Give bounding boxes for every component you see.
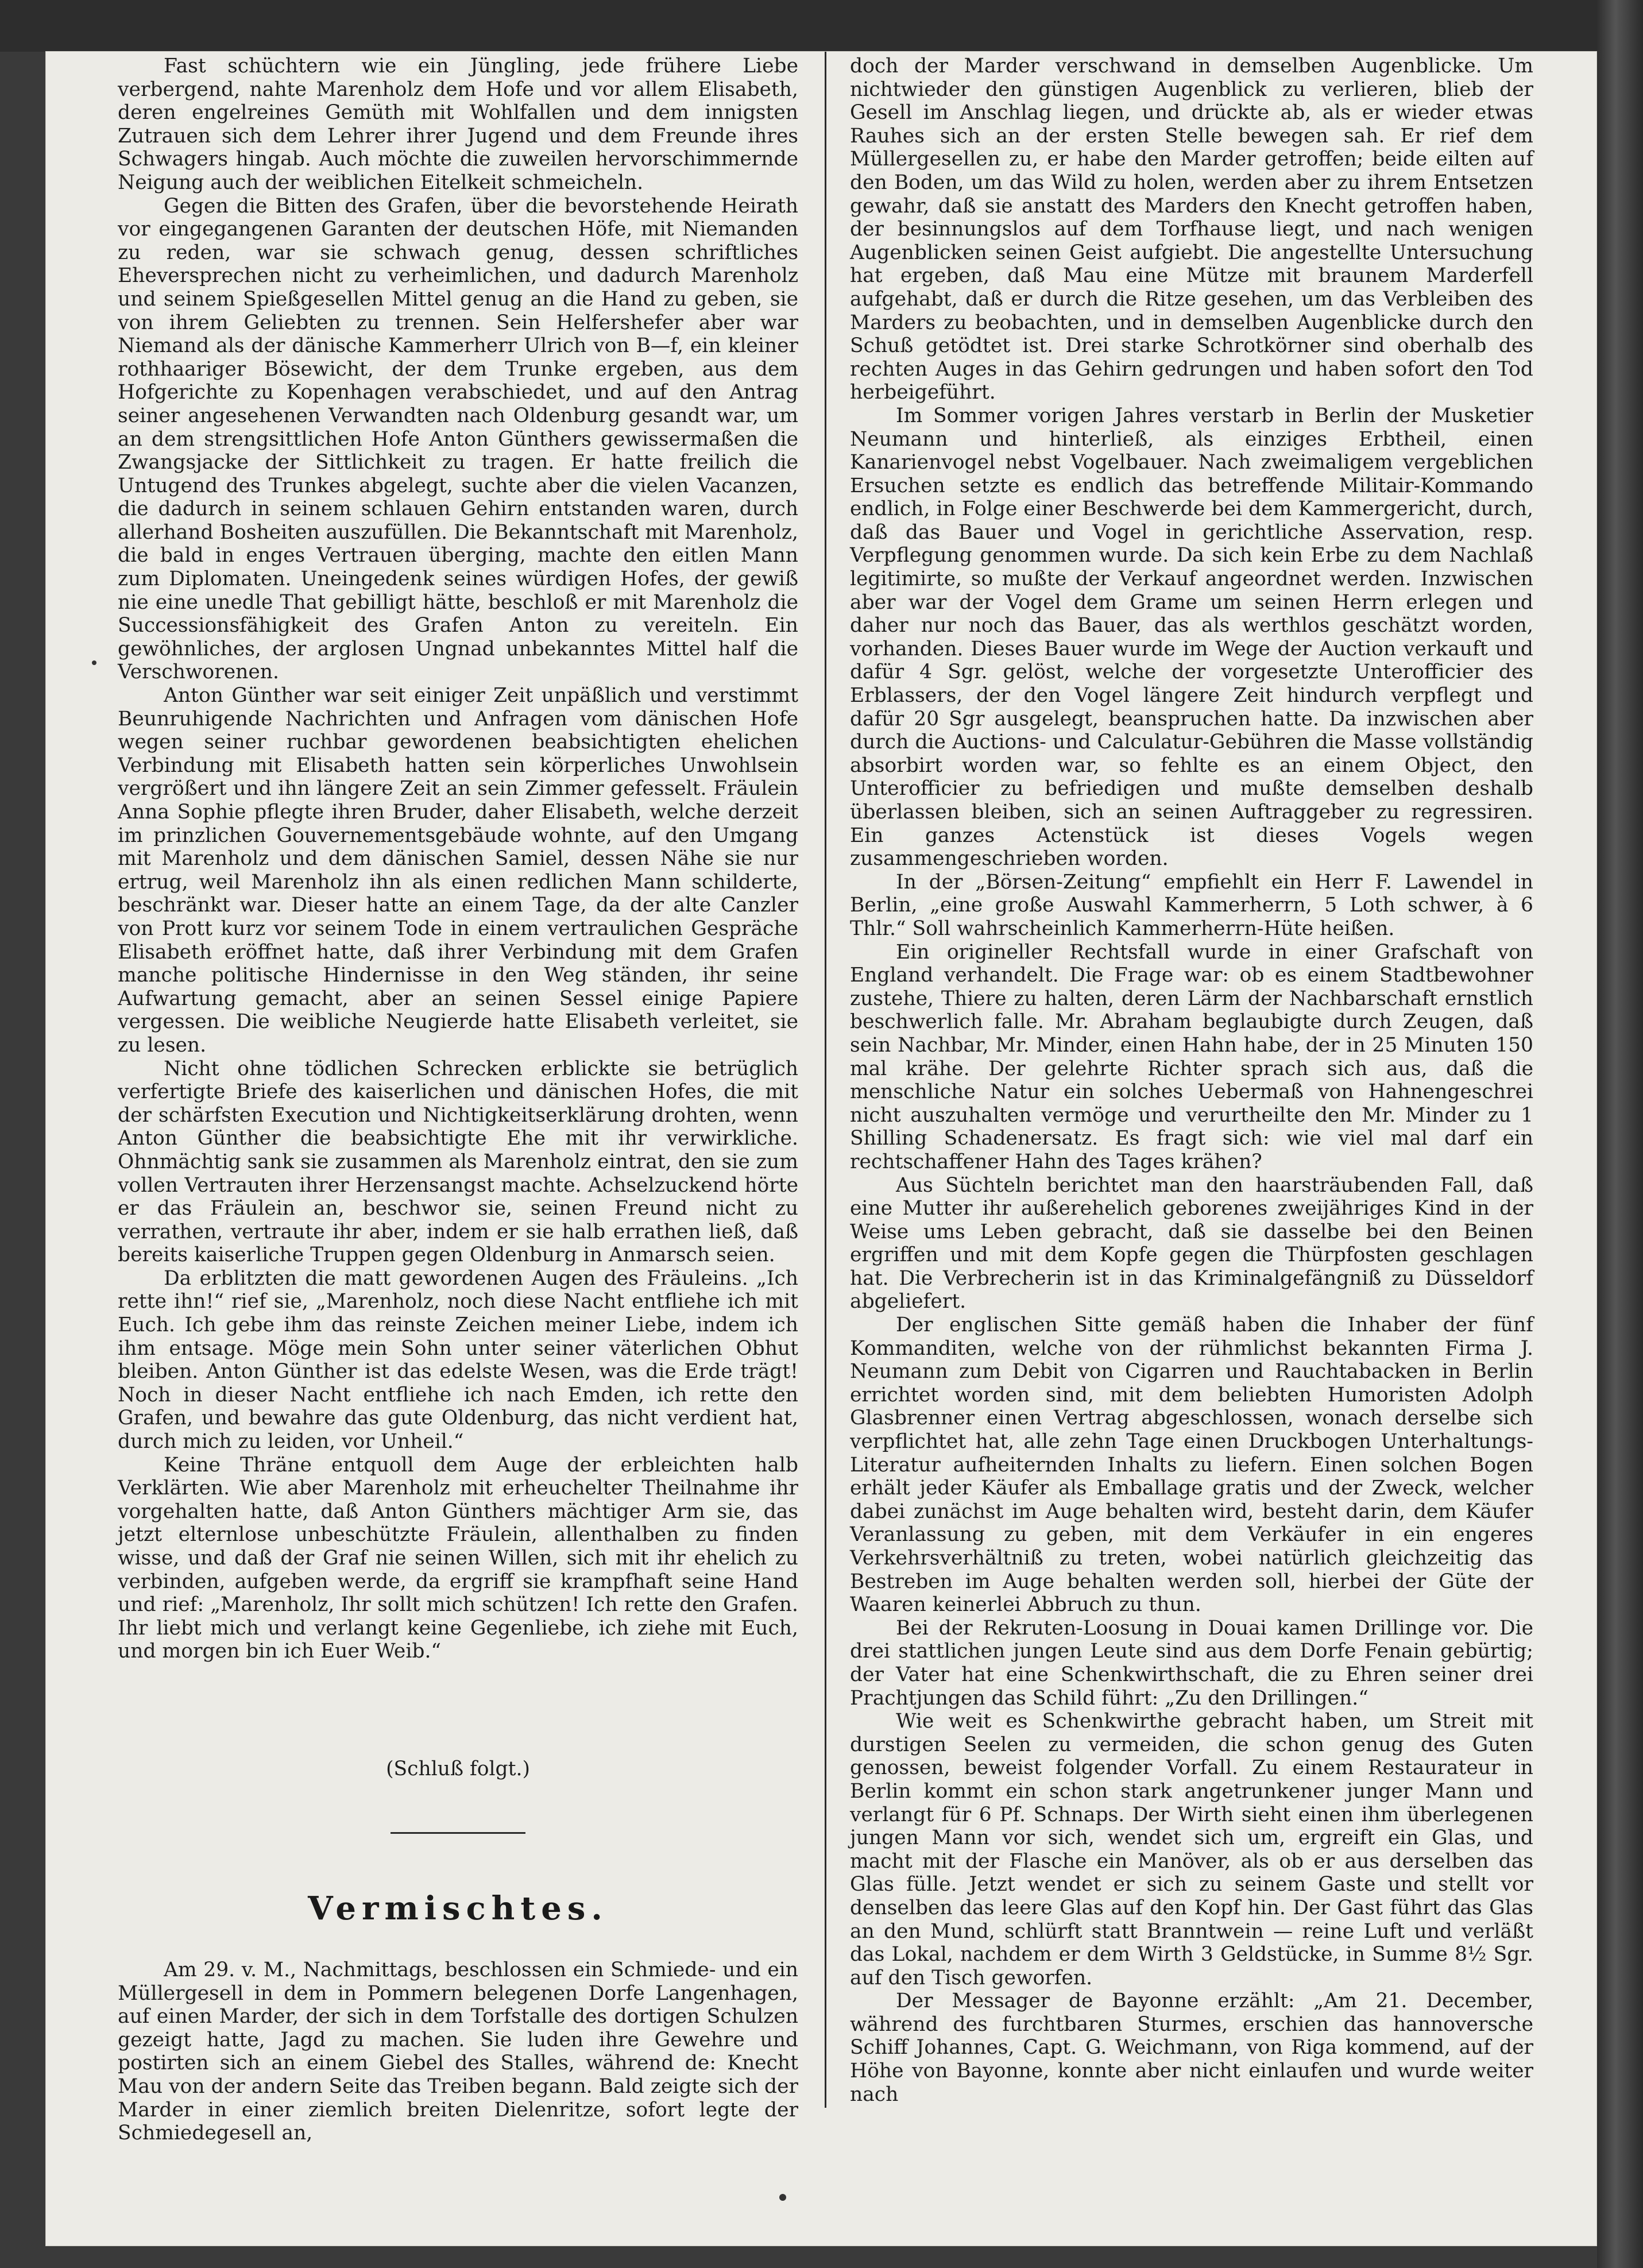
paragraph: Aus Süchteln berichtet man den haarsträubenden Fall, daß eine Mutter ihr außerehelich geborenes zweijähriges Kind in der Weise ums Leben gebracht, daß sie dasselbe bei den Beinen ergriffen und mit dem Kopfe gegen die Thürpfosten geschlagen hat. Die Verbrecherin ist in das Kriminalgefängniß zu Düsseldorf abgeliefert. xyxy=(850,1173,1533,1313)
paragraph: Der Messager de Bayonne erzählt: „Am 21. December, während des furchtbaren Sturmes, erschien das hannoversche Schiff Johannes, Capt. G. Weichmann, von Riga kommend, auf der Höhe von Bayonne, konnte aber nicht einlaufen und wurde weiter nach xyxy=(850,1989,1533,2106)
continued-note: (Schluß folgt.) xyxy=(386,1757,530,1780)
paragraph: In der „Börsen-Zeitung“ empfiehlt ein Herr F. Lawendel in Berlin, „eine große Auswahl Kammerherrn, 5 Loth schwer, à 6 Thlr.“ Soll wahrscheinlich Kammerherrn-Hüte heißen. xyxy=(850,870,1533,940)
section-heading: Vermischtes. xyxy=(308,1890,608,1927)
left-column-section xyxy=(118,1958,798,2145)
paragraph: Gegen die Bitten des Grafen, über die bevorstehende Heirath vor eingegangenen Garanten der deutschen Höfe, mit Niemanden zu reden, war sie schwach genug, dessen schriftliches Eheversprechen nicht zu verheimlichen, und dadurch Marenholz und seinem Spießgesellen Mittel genug an die Hand zu geben, sie von ihrem Geliebten zu trennen. Sein Helfershefer aber war Niemand als der dänische Kammerherr Ulrich von B—f, ein kleiner rothhaariger Bösewicht, der dem Trunke ergeben, aus dem Hofgerichte zu Kopenhagen verabschiedet, und auf den Antrag seiner angesehenen Verwandten nach Oldenburg gesandt war, um an dem strengsittlichen Hofe Anton Günthers gewissermaßen die Zwangsjacke der Sittlichkeit zu tragen. Er hatte freilich die Untugend des Trunkes abgelegt, suchte aber die vielen Vacanzen, die dadurch in seinem schlauen Gehirn entstanden waren, durch allerhand Bosheiten auszufüllen. Die Bekanntschaft mit Marenholz, die bald in enges Vertrauen überging, machte den eitlen Mann zum Diplomaten. Uneingedenk seines würdigen Hofes, der gewiß nie eine unedle That gebilligt hätte, beschloß er mit Marenholz die Successionsfähigkeit des Grafen Anton zu vereiteln. Ein gewöhnliches, der arglosen Ungnad unbekanntes Mittel half die Verschworenen. xyxy=(118,194,798,684)
paragraph: Nicht ohne tödlichen Schrecken erblickte sie betrüglich verfertigte Briefe des kaiserlichen und dänischen Hofes, die mit der schärfsten Execution und Nichtigkeitserklärung drohten, wenn Anton Günther die beabsichtigte Ehe mit ihr verwirkliche. Ohnmächtig sank sie zusammen als Marenholz eintrat, den sie zum vollen Vertrauten ihrer Herzensangst machte. Achselzuckend hörte er das Fräulein an, beschwor sie, seinen Freund nicht zu verrathen, vertraute ihr aber, indem er sie halb errathen ließ, daß bereits kaiserliche Truppen gegen Oldenburg in Anmarsch seien. xyxy=(118,1057,798,1267)
ink-dot xyxy=(779,2194,786,2201)
paragraph: Wie weit es Schenkwirthe gebracht haben, um Streit mit durstigen Seelen zu vermeiden, die schon genug des Guten genossen, beweist folgender Vorfall. Zu einem Restaurateur in Berlin kommt ein schon stark angetrunkener junger Mann und verlangt für 6 Pf. Schnaps. Der Wirth sieht einen ihm überlegenen jungen Mann vor sich, wendet sich um, ergreift ein Glas, und macht mit der Flasche ein Manöver, als ob er aus derselben das Glas fülle. Jetzt wendet er sich zu seinem Gaste und stellt vor denselben das leere Glas auf den Kopf hin. Der Gast führt das Glas an den Mund, schlürft statt Branntwein — reine Luft und verläßt das Lokal, nachdem er dem Wirth 3 Geldstücke, in Summe 8½ Sgr. auf den Tisch geworfen. xyxy=(850,1710,1533,1989)
paragraph: doch der Marder verschwand in demselben Augenblicke. Um nichtwieder den günstigen Augenblick zu verlieren, blieb der Gesell im Anschlag liegen, und drückte ab, als er wieder etwas Rauhes sich an der ersten Stelle bewegen sah. Er rief dem Müllergesellen zu, er habe den Marder getroffen; beide eilten auf den Boden, um das Wild zu holen, werden aber zu ihrem Entsetzen gewahr, daß sie anstatt des Marders den Knecht getroffen haben, der besinnungslos auf dem Torfhause liegt, und nach wenigen Augenblicken seinen Geist aufgiebt. Die angestellte Untersuchung hat ergeben, daß Mau eine Mütze mit braunem Marderfell aufgehabt, daß er durch die Ritze gesehen, um das Verbleiben des Marders zu beobachten, und in demselben Augenblicke durch den Schuß getödtet ist. Drei starke Schrotkörner sind oberhalb des rechten Auges in das Gehirn gedrungen und haben sofort den Tod herbeigeführt. xyxy=(850,55,1533,404)
section-divider xyxy=(391,1832,525,1834)
left-column xyxy=(118,55,798,1663)
paragraph: Bei der Rekruten-Loosung in Douai kamen Drillinge vor. Die drei stattlichen jungen Leute sind aus dem Dorfe Fenain gebürtig; der Vater hat eine Schenkwirthschaft, die zu Ehren seiner drei Prachtjungen das Schild führt: „Zu den Drillingen.“ xyxy=(850,1616,1533,1710)
paragraph: Ein origineller Rechtsfall wurde in einer Grafschaft von England verhandelt. Die Frage war: ob es einem Stadtbewohner zustehe, Thiere zu halten, deren Lärm der Nachbarschaft ernstlich beschwerlich falle. Mr. Abraham beglaubigte durch Zeugen, daß sein Nachbar, Mr. Minder, einen Hahn habe, der in 25 Minuten 150 mal krähe. Der gelehrte Richter sprach sich aus, daß die menschliche Natur ein solches Uebermaß von Hahnengeschrei nicht auszuhalten vermöge und verurtheilte den Mr. Minder zu 1 Shilling Schadenersatz. Es fragt sich: wie viel mal darf ein rechtschaffener Hahn des Tages krähen? xyxy=(850,940,1533,1173)
right-column xyxy=(850,55,1533,2106)
paragraph: Der englischen Sitte gemäß haben die Inhaber der fünf Kommanditen, welche von der rühmlichst bekannten Firma J. Neumann zum Debit von Cigarren und Rauchtabacken in Berlin errichtet worden sind, mit dem beliebten Humoristen Adolph Glasbrenner einen Vertrag abgeschlossen, wonach derselbe sich verpflichtet hat, alle zehn Tage einen Druckbogen Unterhaltungs-Literatur aufheiternden Inhalts zu liefern. Einen solchen Bogen erhält jeder Käufer als Emballage gratis und der Zweck, welcher dabei zunächst im Auge behalten wird, besteht darin, dem Käufer Veranlassung zu geben, mit dem Verkäufer in ein engeres Verkehrsverhältniß zu treten, wobei natürlich gleichzeitig das Bestreben im Auge behalten werden soll, hierbei der Güte der Waaren keinerlei Abbruch zu thun. xyxy=(850,1313,1533,1617)
ink-dot xyxy=(92,660,96,665)
column-rule xyxy=(825,52,826,2108)
paragraph: Im Sommer vorigen Jahres verstarb in Berlin der Musketier Neumann und hinterließ, als einziges Erbtheil, einen Kanarienvogel nebst Vogelbauer. Nach zweimaligem vergeblichen Ersuchen setzte es endlich das betreffende Militair-Kommando endlich, in Folge einer Beschwerde bei dem Kammergericht, durch, daß das Bauer und Vogel in gerichtliche Asservation, resp. Verpflegung genommen wurde. Da sich kein Erbe zu dem Nachlaß legitimirte, so mußte der Verkauf angeordnet werden. Inzwischen aber war der Vogel dem Grame um seinen Herrn erlegen und daher nur noch das Bauer, das als werthlos geschätzt worden, vorhanden. Dieses Bauer wurde im Wege der Auction verkauft und dafür 4 Sgr. gelöst, welche der vorgesetzte Unterofficier des Erblassers, der den Vogel längere Zeit hindurch verpflegt und dafür 20 Sgr ausgelegt, beanspruchen hatte. Da inzwischen aber durch die Auctions- und Calculatur-Gebühren die Masse vollständig absorbirt worden war, so fehlte es an einem Object, den Unterofficier zu befriedigen und mußte demselben deshalb überlassen bleiben, sich an seinen Auftraggeber zu regressiren. Ein ganzes Actenstück ist dieses Vogels wegen zusammengeschrieben worden. xyxy=(850,404,1533,871)
paragraph: Keine Thräne entquoll dem Auge der erbleichten halb Verklärten. Wie aber Marenholz mit erheuchelter Theilnahme ihr vorgehalten hatte, daß Anton Günthers mächtiger Arm sie, das jetzt elternlose unbeschützte Fräulein, allenthalben zu finden wisse, und daß der Graf nie seinen Willen, sich mit ihr ehelich zu verbinden, aufgeben werde, da ergriff sie krampfhaft seine Hand und rief: „Marenholz, Ihr sollt mich schützen! Ich rette den Grafen. Ihr liebt mich und verlangt keine Gegenliebe, ich ziehe mit Euch, und morgen bin ich Euer Weib.“ xyxy=(118,1453,798,1663)
scan-top-edge xyxy=(0,0,1643,52)
paragraph: Da erblitzten die matt gewordenen Augen des Fräuleins. „Ich rette ihn!“ rief sie, „Marenholz, noch diese Nacht entfliehe ich mit Euch. Ich gebe ihm das reinste Zeichen meiner Liebe, indem ich ihm entsage. Möge mein Sohn unter seiner väterlichen Obhut bleiben. Anton Günther ist das edelste Wesen, was die Erde trägt! Noch in dieser Nacht entfliehe ich nach Emden, ich rette den Grafen, und bewahre das gute Oldenburg, das nicht verdient hat, durch mich zu leiden, vor Unheil.“ xyxy=(118,1266,798,1454)
scan-binding-edge xyxy=(1597,0,1643,2268)
paragraph: Fast schüchtern wie ein Jüngling, jede frühere Liebe verbergend, nahte Marenholz dem Hofe und vor allem Elisabeth, deren engelreines Gemüth mit Wohlfallen und dem innigsten Zutrauen sich dem Lehrer ihrer Jugend und dem Freunde ihres Schwagers hingab. Auch möchte die zuweilen hervorschimmernde Neigung auch der weiblichen Eitelkeit schmeicheln. xyxy=(118,55,798,194)
paragraph: Am 29. v. M., Nachmittags, beschlossen ein Schmiede- und ein Müllergesell in dem in Pommern belegenen Dorfe Langenhagen, auf einen Marder, der sich in dem Torfstalle des dortigen Schulzen gezeigt hatte, Jagd zu machen. Sie luden ihre Gewehre und postirten sich an einem Giebel des Stalles, während de: Knecht Mau von der andern Seite das Treiben begann. Bald zeigte sich der Marder in einer ziemlich breiten Dielenritze, sofort legte der Schmiedegesell an, xyxy=(118,1958,798,2145)
paragraph: Anton Günther war seit einiger Zeit unpäßlich und verstimmt Beunruhigende Nachrichten und Anfragen vom dänischen Hofe wegen seiner ruchbar gewordenen beabsichtigten ehelichen Verbindung mit Elisabeth hatten sein körperliches Unwohlsein vergrößert und ihn längere Zeit an sein Zimmer gefesselt. Fräulein Anna Sophie pflegte ihren Bruder, daher Elisabeth, welche derzeit im prinzlichen Gouvernementsgebäude wohnte, auf den Umgang mit Marenholz und dem dänischen Samiel, dessen Nähe sie nur ertrug, weil Marenholz ihn als einen redlichen Mann schilderte, beschränkt war. Dieser hatte an einem Tage, da der alte Canzler von Prott kurz vor seinem Tode in einem vertraulichen Gespräche Elisabeth eröffnet hatte, daß ihrer Verbindung mit dem Grafen manche politische Hindernisse in den Weg ständen, ihr seine Aufwartung gemacht, aber an seinen Sessel einige Papiere vergessen. Die weibliche Neugierde hatte Elisabeth verleitet, sie zu lesen. xyxy=(118,684,798,1057)
